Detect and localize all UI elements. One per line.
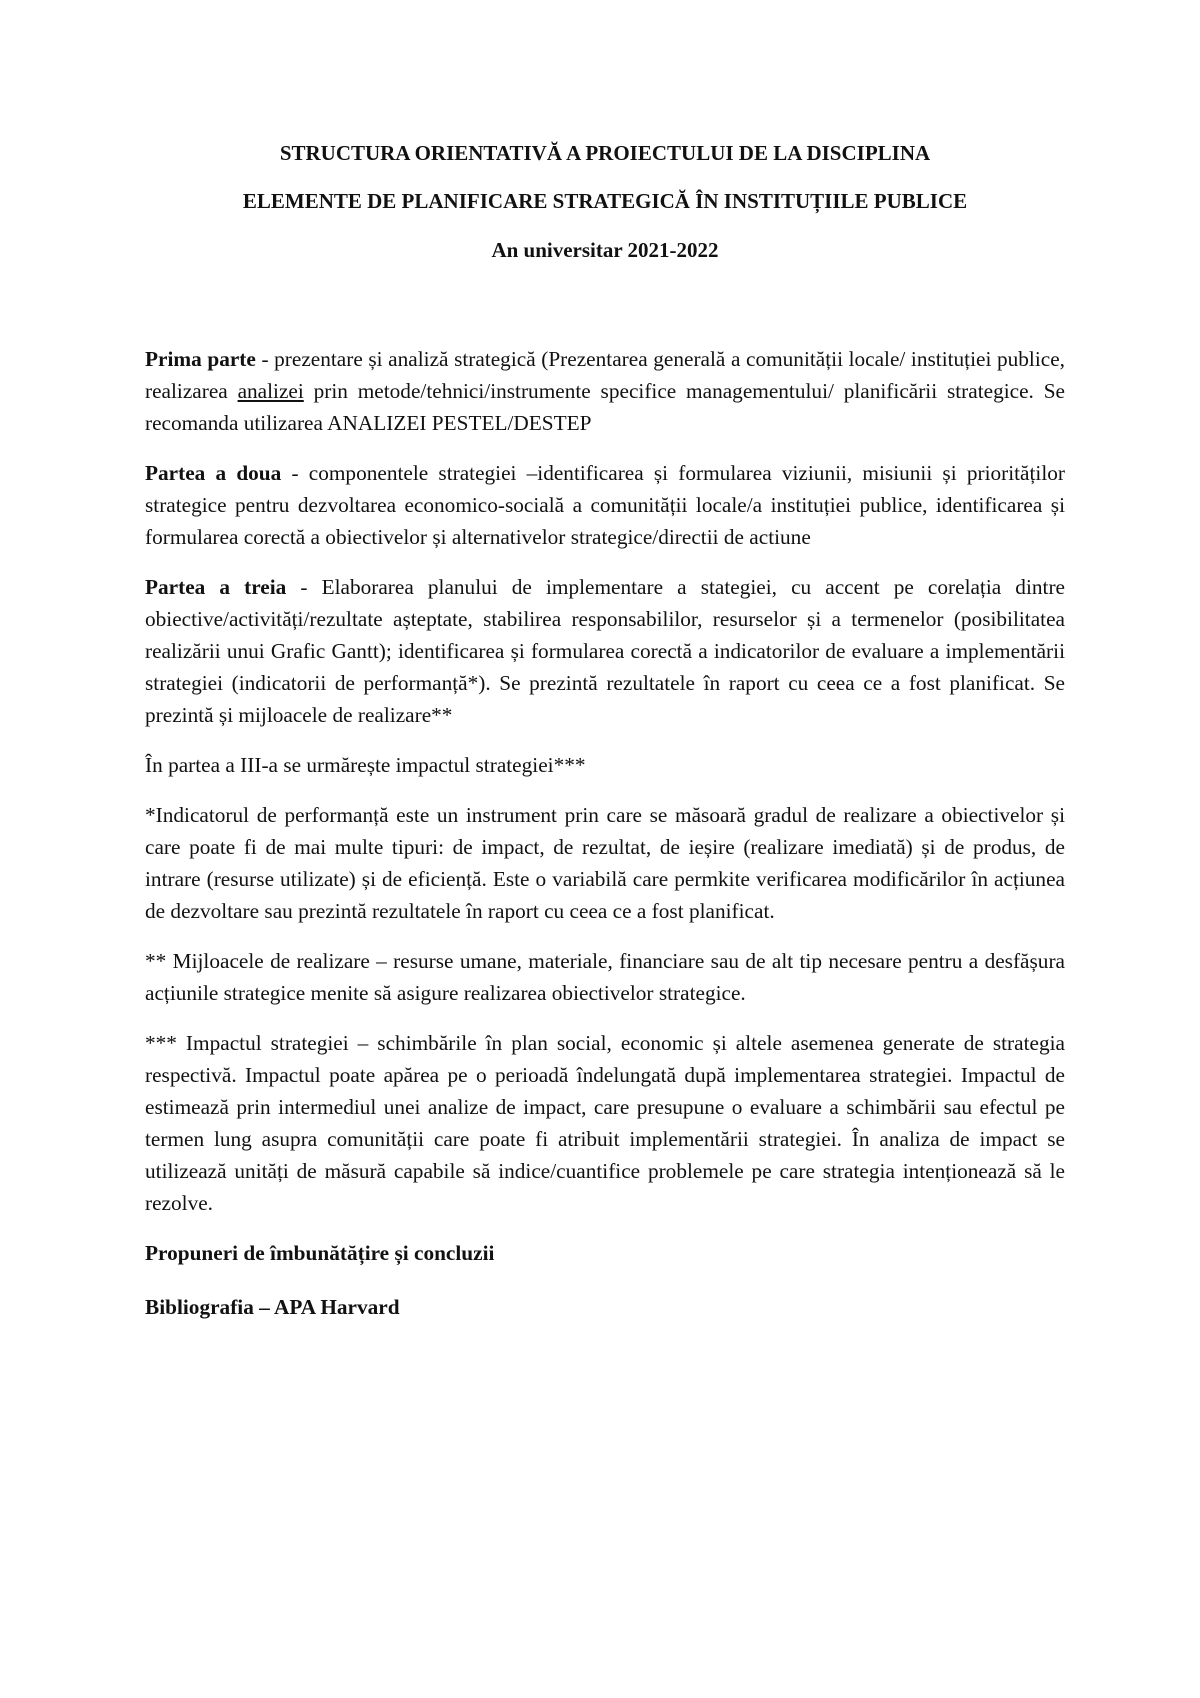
part-three-paragraph bbox=[145, 571, 1065, 731]
part-three-impact-note: În partea a III-a se urmărește impactul strategiei*** bbox=[145, 753, 586, 777]
part-one-underlined-word: analizei bbox=[237, 379, 304, 403]
part-two-paragraph bbox=[145, 457, 1065, 553]
document-title-line-1: STRUCTURA ORIENTATIVĂ A PROIECTULUI DE LA DISCIPLINA bbox=[279, 141, 931, 165]
proposals-heading: Propuneri de îmbunătățire și concluzii bbox=[145, 1241, 495, 1265]
academic-year-line: An universitar 2021-2022 bbox=[491, 238, 719, 262]
part-two-label: Partea a doua bbox=[145, 461, 282, 485]
document-content bbox=[145, 140, 1065, 1323]
part-one-label: Prima parte bbox=[145, 347, 256, 371]
part-one-text-before: - prezentare și analiză strategică (Prezentarea generală a comunității locale/ instituției publice, realizarea bbox=[145, 347, 1065, 403]
footnote-strategy-impact: *** Impactul strategiei – schimbările în plan social, economic și altele asemenea generate de strategia respectivă. Impactul poate apărea pe o perioadă îndelungată după implementarea strategiei. Impactul de estimează prin intermediul unei analize de impact, care presupune o evaluare a schimbării sau efectul pe termen lung asupra comunității care poate fi atribuit implementării strategiei. În analiza de impact se utilizează unități de măsură capabile să indice/cuantifice problemele pe care strategia intenționează să le rezolve. bbox=[145, 1031, 1065, 1215]
part-two-text: - componentele strategiei –identificarea și formularea viziunii, misiunii și priorităților strategice pentru dezvoltarea economico-socială a comunității locale/a instituției publice, identificarea și formularea corectă a obiectivelor și alternativelor strategice/directii de actiune bbox=[145, 461, 1065, 549]
document-title-line-2: ELEMENTE DE PLANIFICARE STRATEGICĂ ÎN INSTITUȚIILE PUBLICE bbox=[242, 189, 968, 213]
bibliography-heading: Bibliografia – APA Harvard bbox=[145, 1295, 400, 1319]
footnote-means-of-implementation: ** Mijloacele de realizare – resurse umane, materiale, financiare sau de alt tip necesare pentru a desfășura acțiunile strategice menite să asigure realizarea obiectivelor strategice. bbox=[145, 949, 1065, 1005]
part-one-text-after: prin metode/tehnici/instrumente specifice managementului/ planificării strategice. Se recomanda utilizarea ANALIZEI PESTEL/DESTEP bbox=[145, 379, 1065, 435]
part-three-text: - Elaborarea planului de implementare a stategiei, cu accent pe corelația dintre obiective/activități/rezultate așteptate, stabilirea responsabililor, resurselor și a termenelor (posibilitatea realizării unui Grafic Gantt); identificarea și formularea corectă a indicatorilor de evaluare a implementării strategiei (indicatorii de performanță*). Se prezintă rezultatele în raport cu ceea ce a fost planificat. Se prezintă și mijloacele de realizare** bbox=[145, 575, 1065, 727]
part-three-label: Partea a treia bbox=[145, 575, 287, 599]
part-one-paragraph bbox=[145, 343, 1065, 439]
footnote-performance-indicator: *Indicatorul de performanță este un instrument prin care se măsoară gradul de realizare a obiectivelor și care poate fi de mai multe tipuri: de impact, de rezultat, de ieșire (realizare imediată) și de produs, de intrare (resurse utilizate) și de eficiență. Este o variabilă care permkite verificarea modificărilor în acțiunea de dezvoltare sau prezintă rezultatele în raport cu ceea ce a fost planificat. bbox=[145, 803, 1065, 923]
